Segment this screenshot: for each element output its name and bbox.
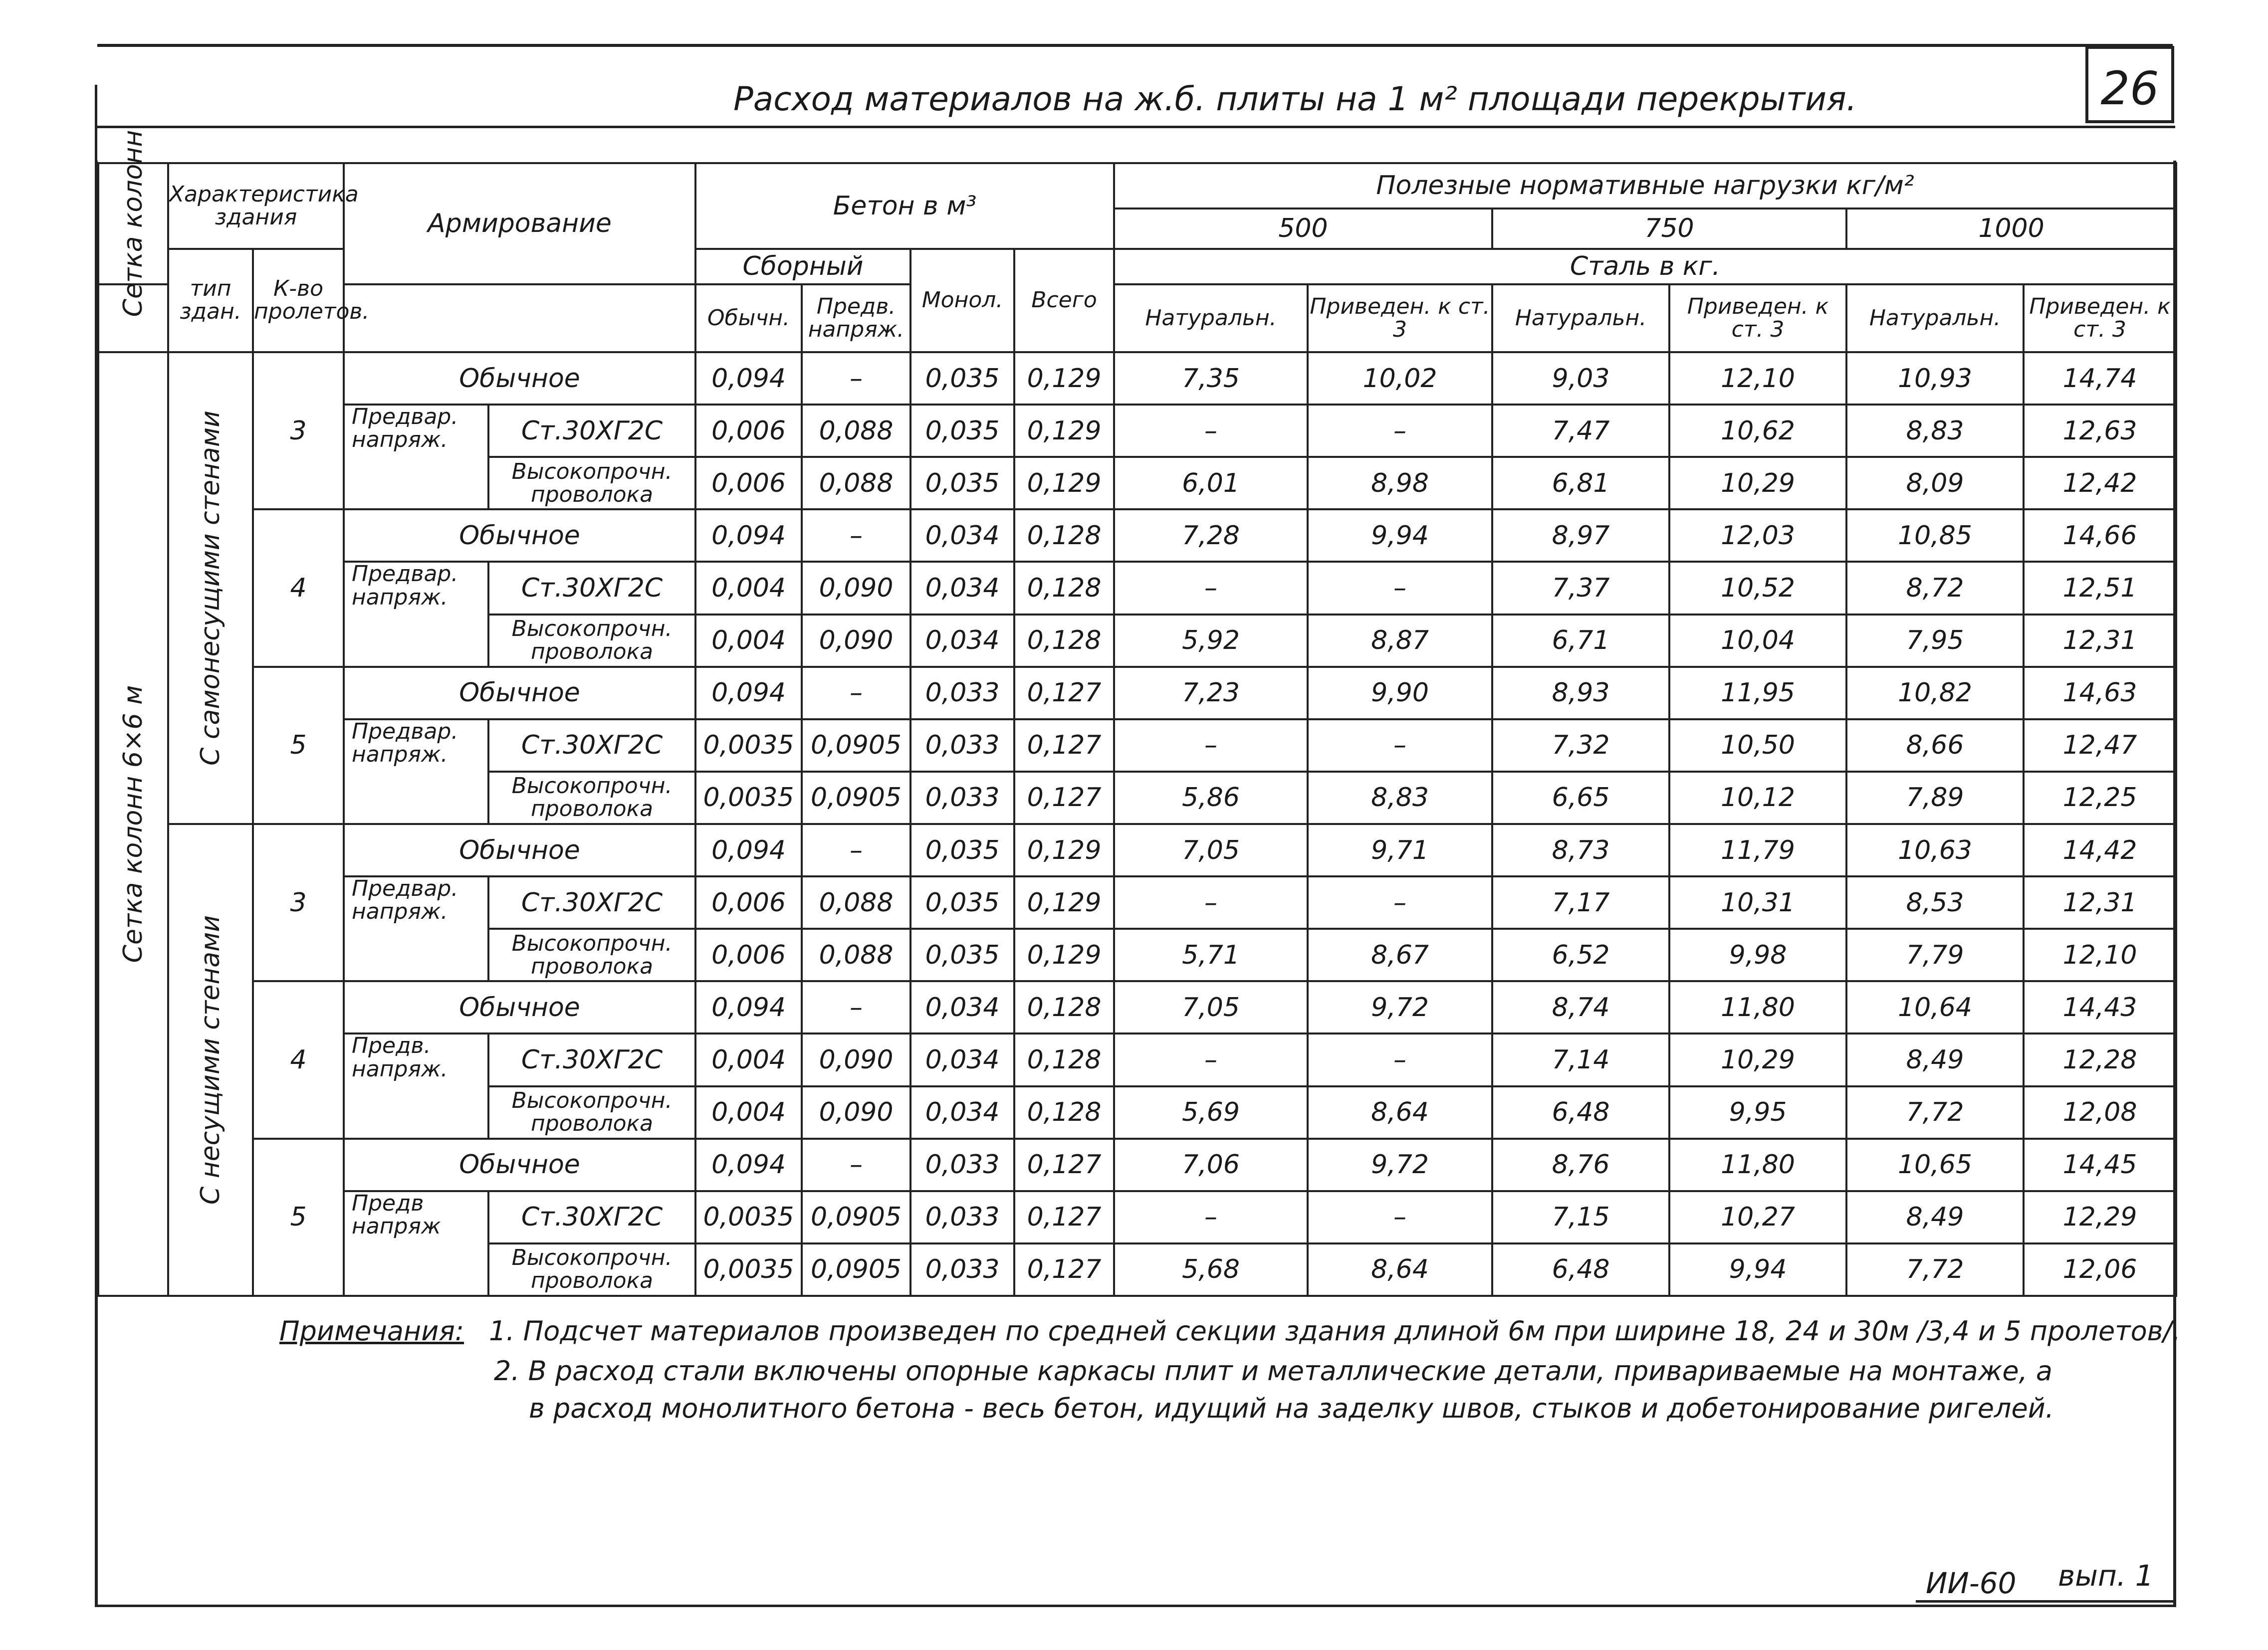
table-row xyxy=(98,1191,2176,1243)
header-reinforcement: Армирование xyxy=(344,163,695,284)
steel-natural-750: 7,47 xyxy=(1492,405,1669,457)
steel-natural-750: 6,52 xyxy=(1492,929,1669,981)
steel-natural-500: – xyxy=(1114,719,1308,772)
frame-left-stub xyxy=(95,85,97,162)
steel-reduced-1000: 12,63 xyxy=(2024,405,2176,457)
steel-reduced-1000: 14,45 xyxy=(2024,1139,2176,1191)
steel-natural-500: 7,05 xyxy=(1114,824,1308,876)
concrete-total: 0,127 xyxy=(1014,667,1114,719)
steel-reduced-750: 12,03 xyxy=(1669,509,1846,562)
reinforcement-ordinary: Обычное xyxy=(344,667,695,719)
steel-reduced-750: 12,10 xyxy=(1669,352,1846,405)
steel-reduced-1000: 14,42 xyxy=(2024,824,2176,876)
steel-reduced-750: 9,95 xyxy=(1669,1086,1846,1139)
table-row xyxy=(98,719,2176,772)
concrete-total: 0,127 xyxy=(1014,1243,1114,1296)
reinforcement-wire: Высокопрочн. проволока xyxy=(488,929,695,981)
steel-reduced-1000: 12,51 xyxy=(2024,562,2176,614)
concrete-monolithic: 0,035 xyxy=(910,405,1014,457)
header-building: Характеристика здания xyxy=(168,163,344,249)
concrete-monolithic: 0,035 xyxy=(910,457,1014,509)
steel-natural-750: 8,97 xyxy=(1492,509,1669,562)
steel-natural-500: 7,06 xyxy=(1114,1139,1308,1191)
reinforcement-wire: Высокопрочн. проволока xyxy=(488,772,695,824)
prestress-label: Предв напряж xyxy=(344,1191,488,1296)
span-count: 4 xyxy=(253,981,344,1138)
concrete-monolithic: 0,035 xyxy=(910,876,1014,929)
concrete-total: 0,129 xyxy=(1014,457,1114,509)
concrete-total: 0,127 xyxy=(1014,772,1114,824)
table-row xyxy=(98,352,2176,405)
steel-reduced-750: 10,62 xyxy=(1669,405,1846,457)
concrete-monolithic: 0,033 xyxy=(910,772,1014,824)
steel-reduced-750: 11,80 xyxy=(1669,981,1846,1033)
concrete-monolithic: 0,034 xyxy=(910,1086,1014,1139)
steel-reduced-500: – xyxy=(1308,1033,1492,1086)
steel-natural-1000: 10,65 xyxy=(1846,1139,2024,1191)
steel-natural-750: 6,48 xyxy=(1492,1086,1669,1139)
concrete-ordinary: 0,006 xyxy=(695,457,802,509)
concrete-monolithic: 0,035 xyxy=(910,824,1014,876)
span-count: 4 xyxy=(253,509,344,666)
concrete-ordinary: 0,004 xyxy=(695,562,802,614)
steel-natural-750: 9,03 xyxy=(1492,352,1669,405)
reinforcement-steel-grade: Ст.30ХГ2С xyxy=(488,405,695,457)
concrete-total: 0,129 xyxy=(1014,405,1114,457)
prestress-label: Предвар. напряж. xyxy=(344,562,488,666)
steel-natural-1000: 10,63 xyxy=(1846,824,2024,876)
header-monolithic: Монол. xyxy=(910,249,1014,352)
steel-natural-750: 7,14 xyxy=(1492,1033,1669,1086)
page-title: Расход материалов на ж.б. плиты на 1 м² площади перекрытия. xyxy=(733,80,1857,118)
steel-natural-500: 7,23 xyxy=(1114,667,1308,719)
steel-reduced-500: 8,67 xyxy=(1308,929,1492,981)
steel-reduced-500: 9,94 xyxy=(1308,509,1492,562)
concrete-ordinary: 0,006 xyxy=(695,929,802,981)
concrete-total: 0,129 xyxy=(1014,352,1114,405)
header-type: тип здан. xyxy=(168,249,253,352)
steel-reduced-500: – xyxy=(1308,719,1492,772)
steel-natural-1000: 8,72 xyxy=(1846,562,2024,614)
concrete-total: 0,129 xyxy=(1014,929,1114,981)
concrete-total: 0,128 xyxy=(1014,1033,1114,1086)
steel-natural-500: 5,71 xyxy=(1114,929,1308,981)
reinforcement-ordinary: Обычное xyxy=(344,352,695,405)
concrete-prestressed: – xyxy=(802,667,910,719)
concrete-ordinary: 0,006 xyxy=(695,876,802,929)
steel-reduced-750: 10,04 xyxy=(1669,615,1846,667)
steel-reduced-750: 10,27 xyxy=(1669,1191,1846,1243)
stamp-line xyxy=(1916,1600,2175,1603)
steel-natural-750: 8,76 xyxy=(1492,1139,1669,1191)
concrete-prestressed: 0,090 xyxy=(802,1033,910,1086)
concrete-prestressed: – xyxy=(802,1139,910,1191)
steel-natural-500: 5,68 xyxy=(1114,1243,1308,1296)
steel-natural-1000: 10,85 xyxy=(1846,509,2024,562)
table-row xyxy=(98,667,2176,719)
reinforcement-steel-grade: Ст.30ХГ2С xyxy=(488,876,695,929)
header-natural-1000: Натуральн. xyxy=(1846,284,2024,352)
grid-value: Сетка колонн 6×6 м xyxy=(98,352,168,1296)
steel-reduced-500: 10,02 xyxy=(1308,352,1492,405)
concrete-monolithic: 0,033 xyxy=(910,719,1014,772)
steel-natural-1000: 10,64 xyxy=(1846,981,2024,1033)
reinforcement-steel-grade: Ст.30ХГ2С xyxy=(488,719,695,772)
steel-reduced-1000: 12,42 xyxy=(2024,457,2176,509)
reinforcement-steel-grade: Ст.30ХГ2С xyxy=(488,1033,695,1086)
steel-natural-750: 6,65 xyxy=(1492,772,1669,824)
steel-natural-750: 6,81 xyxy=(1492,457,1669,509)
steel-reduced-500: – xyxy=(1308,876,1492,929)
reinforcement-steel-grade: Ст.30ХГ2С xyxy=(488,1191,695,1243)
concrete-prestressed: – xyxy=(802,981,910,1033)
reinforcement-wire: Высокопрочн. проволока xyxy=(488,457,695,509)
steel-reduced-1000: 12,29 xyxy=(2024,1191,2176,1243)
header-reduced-1000: Приведен. к ст. 3 xyxy=(2024,284,2176,352)
steel-reduced-1000: 12,31 xyxy=(2024,876,2176,929)
concrete-ordinary: 0,094 xyxy=(695,667,802,719)
concrete-ordinary: 0,004 xyxy=(695,1033,802,1086)
steel-natural-750: 7,15 xyxy=(1492,1191,1669,1243)
steel-natural-1000: 7,95 xyxy=(1846,615,2024,667)
header-load-500: 500 xyxy=(1114,208,1492,249)
concrete-total: 0,128 xyxy=(1014,562,1114,614)
steel-natural-500: 7,28 xyxy=(1114,509,1308,562)
steel-natural-1000: 8,49 xyxy=(1846,1191,2024,1243)
concrete-total: 0,128 xyxy=(1014,615,1114,667)
steel-natural-1000: 7,72 xyxy=(1846,1243,2024,1296)
span-count: 5 xyxy=(253,667,344,824)
steel-reduced-500: – xyxy=(1308,562,1492,614)
steel-reduced-1000: 14,74 xyxy=(2024,352,2176,405)
concrete-prestressed: – xyxy=(802,824,910,876)
steel-natural-750: 7,37 xyxy=(1492,562,1669,614)
sheet-number-box xyxy=(2085,46,2174,123)
concrete-prestressed: 0,090 xyxy=(802,1086,910,1139)
header-reduced-750: Приведен. к ст. 3 xyxy=(1669,284,1846,352)
steel-reduced-500: 8,98 xyxy=(1308,457,1492,509)
steel-reduced-1000: 12,08 xyxy=(2024,1086,2176,1139)
steel-natural-1000: 7,79 xyxy=(1846,929,2024,981)
concrete-monolithic: 0,033 xyxy=(910,1139,1014,1191)
concrete-ordinary: 0,0035 xyxy=(695,1191,802,1243)
concrete-monolithic: 0,034 xyxy=(910,509,1014,562)
concrete-monolithic: 0,033 xyxy=(910,1243,1014,1296)
header-load-750: 750 xyxy=(1492,208,1846,249)
top-rule xyxy=(97,44,2173,47)
steel-reduced-500: 9,72 xyxy=(1308,981,1492,1033)
concrete-prestressed: 0,090 xyxy=(802,562,910,614)
header-natural-500: Натуральн. xyxy=(1114,284,1308,352)
steel-natural-1000: 8,53 xyxy=(1846,876,2024,929)
concrete-total: 0,127 xyxy=(1014,719,1114,772)
building-type: С самонесущими стенами xyxy=(168,352,253,824)
concrete-total: 0,127 xyxy=(1014,1191,1114,1243)
steel-natural-1000: 8,49 xyxy=(1846,1033,2024,1086)
header-precast: Сборный xyxy=(695,249,910,284)
prestress-label: Предв. напряж. xyxy=(344,1033,488,1138)
concrete-ordinary: 0,004 xyxy=(695,1086,802,1139)
concrete-monolithic: 0,035 xyxy=(910,352,1014,405)
table-row xyxy=(98,405,2176,457)
steel-natural-500: 5,69 xyxy=(1114,1086,1308,1139)
steel-reduced-1000: 12,10 xyxy=(2024,929,2176,981)
steel-reduced-1000: 12,25 xyxy=(2024,772,2176,824)
steel-natural-1000: 8,09 xyxy=(1846,457,2024,509)
materials-table xyxy=(97,130,2177,1297)
concrete-prestressed: 0,0905 xyxy=(802,719,910,772)
table-row xyxy=(98,876,2176,929)
reinforcement-wire: Высокопрочн. проволока xyxy=(488,1086,695,1139)
steel-reduced-1000: 12,06 xyxy=(2024,1243,2176,1296)
steel-natural-500: 5,92 xyxy=(1114,615,1308,667)
concrete-monolithic: 0,034 xyxy=(910,562,1014,614)
steel-reduced-500: 8,64 xyxy=(1308,1243,1492,1296)
span-count: 5 xyxy=(253,1139,344,1296)
steel-reduced-1000: 12,47 xyxy=(2024,719,2176,772)
steel-reduced-1000: 12,28 xyxy=(2024,1033,2176,1086)
steel-reduced-1000: 14,43 xyxy=(2024,981,2176,1033)
steel-reduced-750: 11,80 xyxy=(1669,1139,1846,1191)
concrete-prestressed: 0,088 xyxy=(802,876,910,929)
header-reinforcement-cont xyxy=(344,284,695,352)
steel-reduced-750: 9,94 xyxy=(1669,1243,1846,1296)
concrete-total: 0,128 xyxy=(1014,509,1114,562)
concrete-monolithic: 0,034 xyxy=(910,1033,1014,1086)
concrete-ordinary: 0,004 xyxy=(695,615,802,667)
concrete-ordinary: 0,0035 xyxy=(695,1243,802,1296)
building-type: С несущими стенами xyxy=(168,824,253,1296)
concrete-monolithic: 0,035 xyxy=(910,929,1014,981)
concrete-total: 0,127 xyxy=(1014,1139,1114,1191)
steel-natural-1000: 7,72 xyxy=(1846,1086,2024,1139)
reinforcement-ordinary: Обычное xyxy=(344,509,695,562)
header-steel: Сталь в кг. xyxy=(1114,249,2176,284)
reinforcement-wire: Высокопрочн. проволока xyxy=(488,615,695,667)
header-load-1000: 1000 xyxy=(1846,208,2176,249)
steel-reduced-750: 10,12 xyxy=(1669,772,1846,824)
header-natural-750: Натуральн. xyxy=(1492,284,1669,352)
concrete-total: 0,128 xyxy=(1014,1086,1114,1139)
steel-natural-500: – xyxy=(1114,562,1308,614)
concrete-ordinary: 0,094 xyxy=(695,824,802,876)
steel-reduced-1000: 14,66 xyxy=(2024,509,2176,562)
header-spans: К-во пролетов. xyxy=(253,249,344,352)
header-ordinary: Обычн. xyxy=(695,284,802,352)
prestress-label: Предвар. напряж. xyxy=(344,719,488,824)
concrete-ordinary: 0,0035 xyxy=(695,719,802,772)
prestress-label: Предвар. напряж. xyxy=(344,405,488,509)
concrete-ordinary: 0,006 xyxy=(695,405,802,457)
steel-natural-750: 8,73 xyxy=(1492,824,1669,876)
table-row xyxy=(98,981,2176,1033)
reinforcement-ordinary: Обычное xyxy=(344,824,695,876)
steel-reduced-1000: 12,31 xyxy=(2024,615,2176,667)
table-row xyxy=(98,509,2176,562)
steel-reduced-750: 9,98 xyxy=(1669,929,1846,981)
header-loads: Полезные нормативные нагрузки кг/м² xyxy=(1114,163,2176,208)
header-grid: Сетка колонн xyxy=(98,163,168,284)
steel-reduced-1000: 14,63 xyxy=(2024,667,2176,719)
steel-natural-500: – xyxy=(1114,1033,1308,1086)
concrete-prestressed: 0,0905 xyxy=(802,1243,910,1296)
span-count: 3 xyxy=(253,352,344,509)
steel-reduced-500: – xyxy=(1308,1191,1492,1243)
header-row-4 xyxy=(98,284,2176,352)
steel-reduced-750: 10,29 xyxy=(1669,457,1846,509)
reinforcement-wire: Высокопрочн. проволока xyxy=(488,1243,695,1296)
notes-label: Примечания: xyxy=(279,1315,464,1347)
steel-reduced-500: – xyxy=(1308,405,1492,457)
table-body xyxy=(98,130,2176,1296)
header-concrete: Бетон в м³ xyxy=(695,163,1114,249)
steel-reduced-750: 10,50 xyxy=(1669,719,1846,772)
steel-natural-500: 7,35 xyxy=(1114,352,1308,405)
span-count: 3 xyxy=(253,824,344,981)
header-row-1 xyxy=(98,163,2176,208)
concrete-prestressed: 0,0905 xyxy=(802,1191,910,1243)
title-underline xyxy=(95,126,2175,128)
steel-natural-750: 7,17 xyxy=(1492,876,1669,929)
table-row xyxy=(98,1033,2176,1086)
steel-natural-750: 8,74 xyxy=(1492,981,1669,1033)
steel-natural-500: – xyxy=(1114,1191,1308,1243)
sheet-number: 26 xyxy=(2100,62,2159,115)
header-total: Всего xyxy=(1014,249,1114,352)
note-2-continued: в расход монолитного бетона - весь бетон, идущий на заделку швов, стыков и добетонирование ригелей. xyxy=(529,1393,2054,1424)
document-code: ИИ-60 xyxy=(1926,1566,2017,1600)
steel-natural-500: 6,01 xyxy=(1114,457,1308,509)
steel-natural-500: – xyxy=(1114,405,1308,457)
steel-reduced-500: 9,90 xyxy=(1308,667,1492,719)
concrete-total: 0,128 xyxy=(1014,981,1114,1033)
prestress-label: Предвар. напряж. xyxy=(344,876,488,981)
steel-natural-1000: 10,93 xyxy=(1846,352,2024,405)
concrete-monolithic: 0,033 xyxy=(910,1191,1014,1243)
steel-natural-500: – xyxy=(1114,876,1308,929)
concrete-monolithic: 0,034 xyxy=(910,981,1014,1033)
concrete-prestressed: 0,088 xyxy=(802,457,910,509)
steel-natural-1000: 8,66 xyxy=(1846,719,2024,772)
concrete-ordinary: 0,094 xyxy=(695,1139,802,1191)
concrete-ordinary: 0,094 xyxy=(695,981,802,1033)
steel-reduced-500: 8,64 xyxy=(1308,1086,1492,1139)
steel-reduced-500: 9,72 xyxy=(1308,1139,1492,1191)
steel-natural-750: 8,93 xyxy=(1492,667,1669,719)
concrete-ordinary: 0,0035 xyxy=(695,772,802,824)
concrete-monolithic: 0,033 xyxy=(910,667,1014,719)
concrete-prestressed: 0,0905 xyxy=(802,772,910,824)
concrete-ordinary: 0,094 xyxy=(695,509,802,562)
concrete-prestressed: – xyxy=(802,352,910,405)
steel-reduced-500: 9,71 xyxy=(1308,824,1492,876)
concrete-prestressed: – xyxy=(802,509,910,562)
steel-reduced-750: 11,79 xyxy=(1669,824,1846,876)
steel-reduced-750: 10,29 xyxy=(1669,1033,1846,1086)
reinforcement-steel-grade: Ст.30ХГ2С xyxy=(488,562,695,614)
concrete-ordinary: 0,094 xyxy=(695,352,802,405)
steel-natural-500: 7,05 xyxy=(1114,981,1308,1033)
steel-natural-750: 6,48 xyxy=(1492,1243,1669,1296)
steel-natural-1000: 8,83 xyxy=(1846,405,2024,457)
steel-natural-750: 7,32 xyxy=(1492,719,1669,772)
concrete-prestressed: 0,090 xyxy=(802,615,910,667)
reinforcement-ordinary: Обычное xyxy=(344,981,695,1033)
steel-reduced-500: 8,83 xyxy=(1308,772,1492,824)
steel-natural-1000: 7,89 xyxy=(1846,772,2024,824)
steel-reduced-500: 8,87 xyxy=(1308,615,1492,667)
header-reduced-500: Приведен. к ст. 3 xyxy=(1308,284,1492,352)
steel-reduced-750: 10,31 xyxy=(1669,876,1846,929)
note-1: 1. Подсчет материалов произведен по средней секции здания длиной 6м при ширине 18, 24 и 30м /3,4 и 5 пролетов/. xyxy=(489,1315,2181,1347)
concrete-prestressed: 0,088 xyxy=(802,929,910,981)
steel-reduced-750: 10,52 xyxy=(1669,562,1846,614)
steel-natural-750: 6,71 xyxy=(1492,615,1669,667)
table-row xyxy=(98,1139,2176,1191)
steel-natural-1000: 10,82 xyxy=(1846,667,2024,719)
reinforcement-ordinary: Обычное xyxy=(344,1139,695,1191)
concrete-total: 0,129 xyxy=(1014,824,1114,876)
concrete-monolithic: 0,034 xyxy=(910,615,1014,667)
concrete-total: 0,129 xyxy=(1014,876,1114,929)
steel-reduced-750: 11,95 xyxy=(1669,667,1846,719)
header-prestressed: Предв. напряж. xyxy=(802,284,910,352)
concrete-prestressed: 0,088 xyxy=(802,405,910,457)
table-row xyxy=(98,562,2176,614)
steel-natural-500: 5,86 xyxy=(1114,772,1308,824)
issue-number: вып. 1 xyxy=(2058,1559,2154,1593)
note-2: 2. В расход стали включены опорные каркасы плит и металлические детали, привариваемые на монтаже, а xyxy=(494,1355,2053,1387)
table-row xyxy=(98,824,2176,876)
